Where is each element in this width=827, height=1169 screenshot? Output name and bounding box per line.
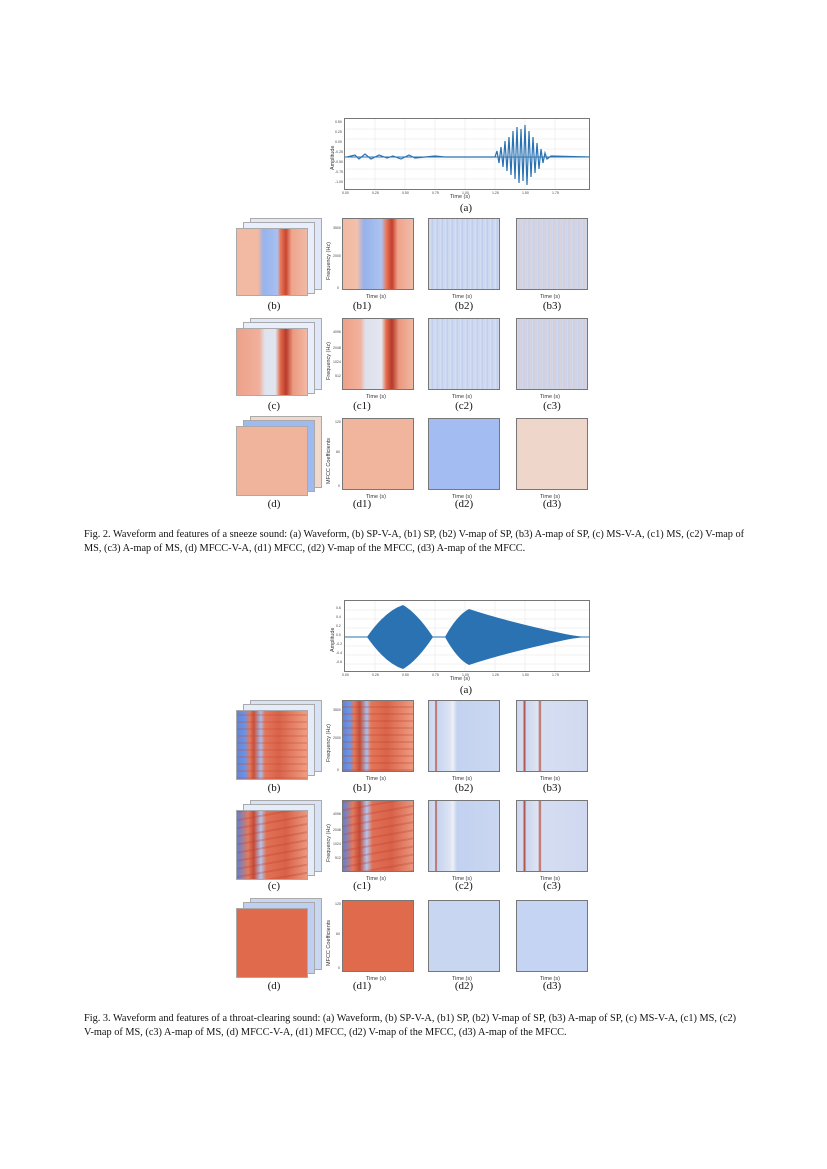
- fig3-waveform-xlabel: Time (s): [450, 676, 470, 682]
- fig3-b3-panel: [516, 700, 588, 786]
- fig2-label-c: (c): [267, 400, 281, 412]
- xtick: 0.75: [432, 673, 439, 677]
- fig2-waveform-plot: [345, 119, 590, 190]
- xtick: 1.00: [462, 673, 469, 677]
- fig3-label-c: (c): [267, 880, 281, 892]
- ytick: 3500: [333, 708, 341, 712]
- fig3-c1-xlabel: Time (s): [366, 876, 386, 882]
- ytick: 60: [336, 450, 340, 454]
- xtick: 0.00: [342, 673, 349, 677]
- fig2-c1-panel: [326, 318, 414, 404]
- fig2-c-stack: [236, 318, 322, 396]
- ytick: -0.50: [335, 160, 343, 164]
- ytick: 0: [337, 286, 339, 290]
- fig3-d-stack: [236, 898, 322, 978]
- fig3-label-d1: (d1): [352, 980, 372, 992]
- ytick: 2000: [333, 254, 341, 258]
- fig2-label-d1: (d1): [352, 498, 372, 510]
- fig3-b2-xlabel: Time (s): [452, 776, 472, 782]
- xtick: 1.25: [492, 191, 499, 195]
- fig2-b1-ylabel: Frequency (Hz): [326, 242, 332, 280]
- fig3-b2-panel: [428, 700, 500, 786]
- ytick: -0.4: [336, 651, 343, 655]
- xtick: 0.25: [372, 191, 379, 195]
- fig3-d2-panel: [428, 900, 500, 986]
- xtick: 1.50: [522, 191, 529, 195]
- fig2-label-b3: (b3): [542, 300, 562, 312]
- fig3-d3-xlabel: Time (s): [540, 976, 560, 982]
- ytick: 120: [335, 902, 341, 906]
- xtick: 1.50: [522, 673, 529, 677]
- fig3-d2-xlabel: Time (s): [452, 976, 472, 982]
- fig2-d3-panel: [516, 418, 588, 504]
- fig2-d2-panel: [428, 418, 500, 504]
- ytick: 0.0: [336, 633, 341, 637]
- ytick: 60: [336, 932, 340, 936]
- ytick: -1.00: [335, 180, 343, 184]
- fig3-label-c1: (c1): [353, 880, 371, 892]
- ytick: 3500: [333, 226, 341, 230]
- fig3-label-b2: (b2): [454, 782, 474, 794]
- xtick: 0.50: [402, 673, 409, 677]
- ytick: 2000: [333, 736, 341, 740]
- ytick: 0.6: [336, 606, 341, 610]
- xtick: 1.25: [492, 673, 499, 677]
- ytick: 0.4: [336, 615, 341, 619]
- fig2-d2-xlabel: Time (s): [452, 494, 472, 500]
- xtick: 0.50: [402, 191, 409, 195]
- xtick: 0.25: [372, 673, 379, 677]
- fig3-b3-xlabel: Time (s): [540, 776, 560, 782]
- fig2-waveform-ylabel: Amplitude: [330, 145, 336, 170]
- fig2-label-b2: (b2): [454, 300, 474, 312]
- xtick: 0.00: [342, 191, 349, 195]
- fig2-c1-xlabel: Time (s): [366, 394, 386, 400]
- fig3-b1-ylabel: Frequency (Hz): [326, 724, 332, 762]
- ytick: -0.6: [336, 660, 343, 664]
- fig3-b1-xlabel: Time (s): [366, 776, 386, 782]
- fig2-d-stack: [236, 416, 322, 496]
- fig2-b2-xlabel: Time (s): [452, 294, 472, 300]
- fig2-label-d2: (d2): [454, 498, 474, 510]
- ytick: -0.25: [335, 150, 343, 154]
- ytick: 0: [338, 966, 340, 970]
- fig2-waveform-panel: [330, 118, 590, 200]
- fig3-d1-ylabel: MFCC Coefficients: [326, 919, 332, 966]
- fig2-d3-xlabel: Time (s): [540, 494, 560, 500]
- fig3-c1-panel: [326, 800, 414, 886]
- fig2-waveform-trace: [347, 125, 590, 185]
- fig3-caption: Fig. 3. Waveform and features of a throat-clearing sound: (a) Waveform, (b) SP-V-A, (b1) SP, (b2) V-map of SP, (b3) A-map of SP, (c) MS-V-A, (c1) MS, (c2) V-map of MS, (c3) A-map of MS, (d) MFCC-V-A, (d1) MFCC, (d2) V-map of the MFCC, (d3) A-map of the MFCC.: [84, 1013, 737, 1038]
- fig2-label-d3: (d3): [542, 498, 562, 510]
- ytick: 512: [335, 374, 341, 378]
- fig3-waveform-yticks: [336, 606, 346, 672]
- xtick: 1.75: [552, 191, 559, 195]
- fig3-b1-panel: [326, 700, 414, 786]
- fig2-b2-panel: [428, 218, 500, 304]
- xtick: 1.75: [552, 673, 559, 677]
- fig3-d3-panel: [516, 900, 588, 986]
- fig3-label-b1: (b1): [352, 782, 372, 794]
- fig3-d1-panel: [326, 900, 414, 986]
- ytick: 2048: [333, 346, 341, 350]
- fig2-label-c2: (c2): [455, 400, 473, 412]
- fig3-waveform-xticks: [342, 673, 592, 678]
- figure-2: [0, 0, 827, 580]
- fig2-c3-panel: [516, 318, 588, 404]
- fig3-c1-ylabel: Frequency (Hz): [326, 824, 332, 862]
- fig3-waveform-ylabel: Amplitude: [330, 627, 336, 652]
- fig3-c2-xlabel: Time (s): [452, 876, 472, 882]
- fig3-c3-panel: [516, 800, 588, 886]
- fig2-b3-panel: [516, 218, 588, 304]
- fig2-label-b1: (b1): [352, 300, 372, 312]
- fig3-d1-xlabel: Time (s): [366, 976, 386, 982]
- fig2-label-c3: (c3): [543, 400, 561, 412]
- xtick: 0.75: [432, 191, 439, 195]
- ytick: 512: [335, 856, 341, 860]
- fig2-waveform-xlabel: Time (s): [450, 194, 470, 200]
- fig2-d1-xlabel: Time (s): [366, 494, 386, 500]
- fig2-c3-xlabel: Time (s): [540, 394, 560, 400]
- fig3-c3-xlabel: Time (s): [540, 876, 560, 882]
- ytick: 1024: [333, 842, 341, 846]
- fig2-b1-xlabel: Time (s): [366, 294, 386, 300]
- fig2-caption: Fig. 2. Waveform and features of a sneeze sound: (a) Waveform, (b) SP-V-A, (b1) SP, (b2) V-map of SP, (b3) A-map of SP, (c) MS-V-A, (c1) MS, (c2) V-map of MS, (c3) A-map of MS, (d) MFCC-V-A, (d1) MFCC, (d2) V-map of the MFCC, (d3) A-map of the MFCC.: [84, 529, 745, 554]
- fig2-b1-panel: [326, 218, 414, 304]
- xtick: 1.00: [462, 191, 469, 195]
- fig2-label-c1: (c1): [353, 400, 371, 412]
- fig3-label-c2: (c2): [455, 880, 473, 892]
- ytick: 0: [337, 768, 339, 772]
- ytick: -0.2: [336, 642, 343, 646]
- fig3-label-a: (a): [459, 684, 473, 696]
- fig3-c2-panel: [428, 800, 500, 886]
- fig3-c-stack: [236, 800, 322, 880]
- fig2-c1-ylabel: Frequency (Hz): [326, 342, 332, 380]
- ytick: 4096: [333, 330, 341, 334]
- ytick: -0.75: [335, 170, 343, 174]
- fig3-waveform-burst1: [367, 605, 433, 669]
- fig3-label-b: (b): [267, 782, 281, 794]
- fig2-b-stack: [236, 218, 322, 296]
- ytick: 0.2: [336, 624, 341, 628]
- ytick: 0.25: [335, 130, 342, 134]
- ytick: 0.50: [335, 120, 342, 124]
- ytick: 0.00: [335, 140, 342, 144]
- fig2-label-a: (a): [459, 202, 473, 214]
- fig2-d1-ylabel: MFCC Coefficients: [326, 437, 332, 484]
- fig2-d1-panel: [326, 418, 414, 504]
- fig3-label-d2: (d2): [454, 980, 474, 992]
- fig3-label-c3: (c3): [543, 880, 561, 892]
- fig3-label-d3: (d3): [542, 980, 562, 992]
- ytick: 2048: [333, 828, 341, 832]
- ytick: 4096: [333, 812, 341, 816]
- fig2-waveform-yticks: [335, 120, 345, 190]
- fig3-label-b3: (b3): [542, 782, 562, 794]
- fig2-b3-xlabel: Time (s): [540, 294, 560, 300]
- fig3-b-stack: [236, 700, 322, 780]
- fig2-label-d: (d): [267, 498, 281, 510]
- fig2-c2-xlabel: Time (s): [452, 394, 472, 400]
- ytick: 120: [335, 420, 341, 424]
- fig3-waveform-plot: [345, 601, 590, 672]
- ytick: 1024: [333, 360, 341, 364]
- ytick: 0: [338, 484, 340, 488]
- fig2-label-b: (b): [267, 300, 281, 312]
- fig3-waveform-burst2: [445, 609, 585, 665]
- fig2-c2-panel: [428, 318, 500, 404]
- fig3-label-d: (d): [267, 980, 281, 992]
- fig3-waveform-panel: [330, 600, 590, 682]
